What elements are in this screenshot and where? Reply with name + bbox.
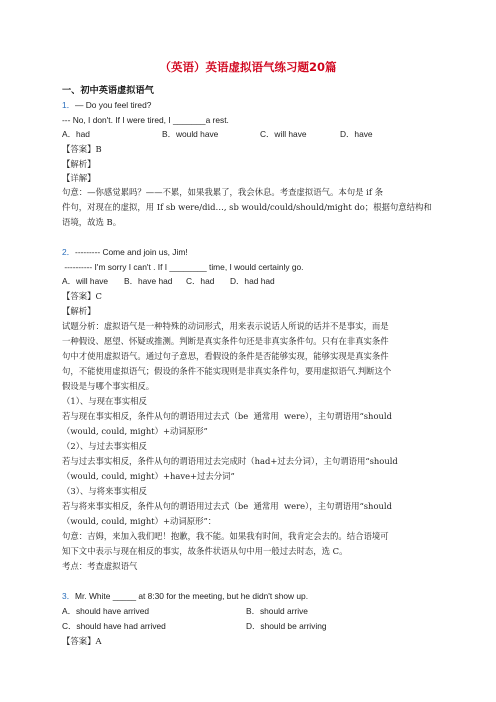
explanation-line: 试题分析：虚拟语气是一种特殊的动词形式，用来表示说话人所说的话并不是事实，而是 <box>62 321 389 331</box>
page-title: （英语）英语虚拟语气练习题20篇 <box>159 60 337 74</box>
option-d: D．should be arriving <box>246 621 327 631</box>
option-b: B．should arrive <box>246 606 308 616</box>
explanation-line: 件句，对现在的虚拟，用 If sb were/did…, sb would/could/should/might do；根据句意结构和 <box>62 202 432 212</box>
explanation-line: 若与将来事实相反，条件从句的谓语用过去式（be 通常用 were），主句谓语用“should <box>62 501 392 511</box>
analysis-label: 【解析】 <box>62 159 96 169</box>
option-b: B．would have <box>162 129 219 139</box>
option-d: D．have <box>340 129 373 139</box>
explanation-line: 若与过去事实相反，条件从句的谓语用过去完成时（had+过去分词），主句谓语用“should <box>62 456 398 466</box>
option-c: C．had <box>186 276 215 286</box>
explanation-line: 句意：吉姆，来加入我们吧！抱歉，我不能。如果我有时间，我肯定会去的。结合语境可 <box>62 531 389 541</box>
question-1-line2: --- No, I don't. If I were tired, I _______a rest. <box>62 115 229 125</box>
explanation-line: （1）、与现在事实相反 <box>62 396 147 406</box>
explanation-line: 语境，故选 B。 <box>62 217 122 227</box>
answer: 【答案】B <box>62 144 102 154</box>
question-2-stem <box>62 248 188 256</box>
question-text: --------- Come and join us, Jim! <box>75 247 188 257</box>
explanation-line: （2）、与过去事实相反 <box>62 441 147 451</box>
explanation-line: （would, could, might）+动词原形” <box>62 426 208 436</box>
analysis-label: 【解析】 <box>62 306 96 316</box>
option-c: C．will have <box>260 129 307 139</box>
option-c: C．should have had arrived <box>62 621 166 631</box>
explanation-line: 句意：—你感觉累吗？——不累，如果我累了，我会休息。考查虚拟语气。本句是 if 条 <box>62 187 383 197</box>
question-2-line2: ---------- I'm sorry I can't . If I ________ time, I would certainly go. <box>62 262 304 272</box>
option-d: D．had had <box>230 276 275 286</box>
explanation-line: 考点：考查虚拟语气 <box>62 561 138 571</box>
explanation-line: 句中才使用虚拟语气。通过句子意思，看假设的条件是否能够实现，能够实现是真实条件 <box>62 351 389 361</box>
question-number: 2． <box>62 247 76 257</box>
explanation-line: 句，不能使用虚拟语气；假设的条件不能实现则是非真实条件句，要用虚拟语气.判断这个 <box>62 366 392 376</box>
explanation-line: 若与现在事实相反，条件从句的谓语用过去式（be 通常用 were），主句谓语用“should <box>62 411 392 421</box>
question-number: 1． <box>62 100 76 110</box>
option-a: A．will have <box>62 276 109 286</box>
option-a: A．should have arrived <box>62 606 150 616</box>
question-1-stem <box>62 101 151 109</box>
question-number: 3． <box>62 591 76 601</box>
explanation-line: （would, could, might）+have+过去分词” <box>62 471 235 481</box>
question-text: — Do you feel tired? <box>75 100 152 110</box>
explanation-line: 一种假设、愿望、怀疑或推测。判断是真实条件句还是非真实条件句。只有在非真实条件 <box>62 336 389 346</box>
explanation-line: 知下文中表示与现在相反的事实，故条件状语从句中用一般过去时态，选 C。 <box>62 546 348 556</box>
question-3-stem <box>62 592 308 600</box>
detail-label: 【详解】 <box>62 173 96 183</box>
explanation-line: （3）、与将来事实相反 <box>62 486 147 496</box>
explanation-line: （would, could, might）+动词原形”： <box>62 516 217 526</box>
question-text: Mr. White _____ at 8:30 for the meeting, but he didn't show up. <box>75 591 309 601</box>
option-a: A．had <box>62 129 90 139</box>
explanation-line: 假设是与哪个事实相反。 <box>62 381 155 391</box>
answer: 【答案】A <box>62 636 102 646</box>
section-heading: 一、初中英语虚拟语气 <box>62 85 154 96</box>
option-b: B．have had <box>124 276 173 286</box>
answer: 【答案】C <box>62 291 102 301</box>
